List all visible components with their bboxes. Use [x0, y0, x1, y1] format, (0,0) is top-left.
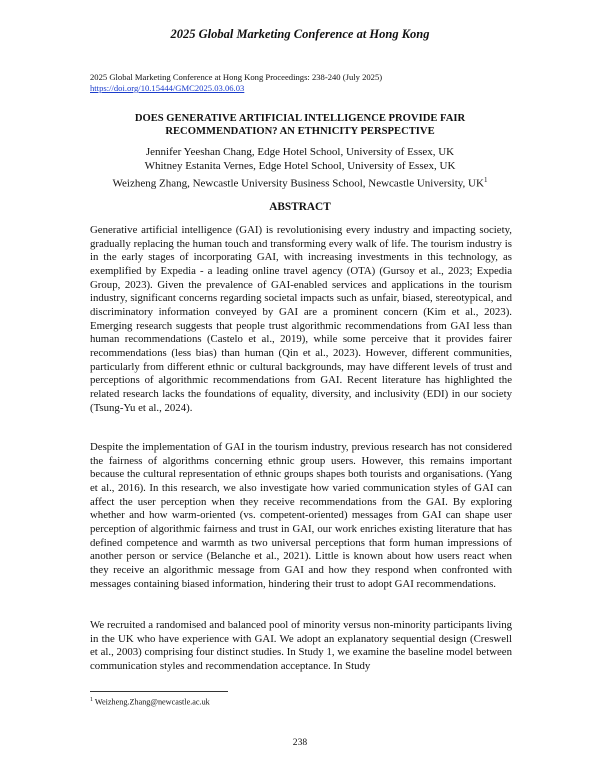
- footnote: $^1$ Weizheng.Zhang@newcastle.ac.uk: [90, 697, 210, 707]
- abstract-heading: ABSTRACT: [269, 201, 331, 213]
- footnote-email: Weizheng.Zhang@newcastle.ac.uk: [94, 697, 210, 707]
- paper-title-line-1: DOES GENERATIVE ARTIFICIAL INTELLIGENCE PROVIDE FAIR: [134, 113, 466, 124]
- abstract-paragraph-1: Generative artificial intelligence (GAI) is revolutionising every industry and impacting society, gradually replacing the human touch and transforming every walk of life. The tourism industry is in the early stages of incorporating GAI, with increasing investments in this technology, as exemplified by Expedia - a leading online travel agency (OTA) (Gursoy et al., 2023; Expedia Group, 2023). Given the prevalence of GAI-enabled services and applications in the tourism industry, significant concerns regarding societal impacts such as unfair, biased, stereotypical, and discriminatory information conveyed by GAI are a prominent concern (Kim et al., 2023). Emerging research suggests that people trust algorithmic recommendations from GAI less than human recommendations (Castelo et al., 2019), while some perceive that it provides fairer recommendations (less bias) than human (Qin et al., 2023). However, different communities, particularly from different ethnic or cultural backgrounds, may have different levels of trust and perceptions of algorithmic recommendations from GAI. Recent literature has highlighted the related research lacks the foundations of equality, diversity, and inclusivity (EDI) in our society (Tsung-Yu et al., 2024).: [90, 224, 512, 414]
- doi-link[interactable]: https://doi.org/10.15444/GMC2025.03.06.03: [90, 83, 245, 93]
- proceedings-info: [90, 72, 382, 94]
- author-list: [60, 145, 540, 191]
- paper-title-line-2: RECOMMENDATION? AN ETHNICITY PERSPECTIVE: [165, 126, 435, 137]
- conference-header: 2025 Global Marketing Conference at Hong Kong: [170, 27, 430, 41]
- paper-title: [80, 112, 520, 138]
- proceedings-citation: 2025 Global Marketing Conference at Hong Kong Proceedings: 238-240 (July 2025): [90, 72, 383, 82]
- author-3: Weizheng Zhang, Newcastle University Business School, Newcastle University, $UK^1$: [112, 176, 488, 190]
- page-number: 238: [292, 737, 308, 748]
- abstract-paragraph-3: We recruited a randomised and balanced pool of minority versus non-minority participants living in the UK who have experience with GAI. We adopt an explanatory sequential design (Creswell et al., 2003) comprising four distinct studies. In Study 1, we examine the baseline model between communication styles and recommendation acceptance. In Study: [90, 619, 512, 672]
- footnote-divider: [90, 691, 228, 692]
- author-1: Jennifer Yeeshan Chang, Edge Hotel School, University of Essex, UK: [145, 146, 455, 158]
- author-2: Whitney Estanita Vernes, Edge Hotel School, University of Essex, UK: [144, 160, 456, 172]
- abstract-paragraph-2: Despite the implementation of GAI in the tourism industry, previous research has not considered the fairness of algorithms concerning ethnic group users. However, this remains important because the cultural representation of ethnic groups shapes both tourists and organisations. (Yang et al., 2016). In this research, we also investigate how varied communication styles of GAI can affect the user perception when they receive recommendations from the GAI. By exploring whether and how warm-oriented (vs. competent-oriented) messages from GAI can shape user perception of algorithmic fairness and trust in GAI, our work enriches existing literature that has defined competence and warmth as two universal perceptions that form human impressions of another person or service (Belanche et al., 2021). Little is known about how users react when they receive an algorithmic message from GAI and how they respond when confronted with messages containing biased information, hindering their trust to adopt GAI recommendations.: [90, 441, 512, 590]
- footnote-marker: 1: [483, 176, 488, 184]
